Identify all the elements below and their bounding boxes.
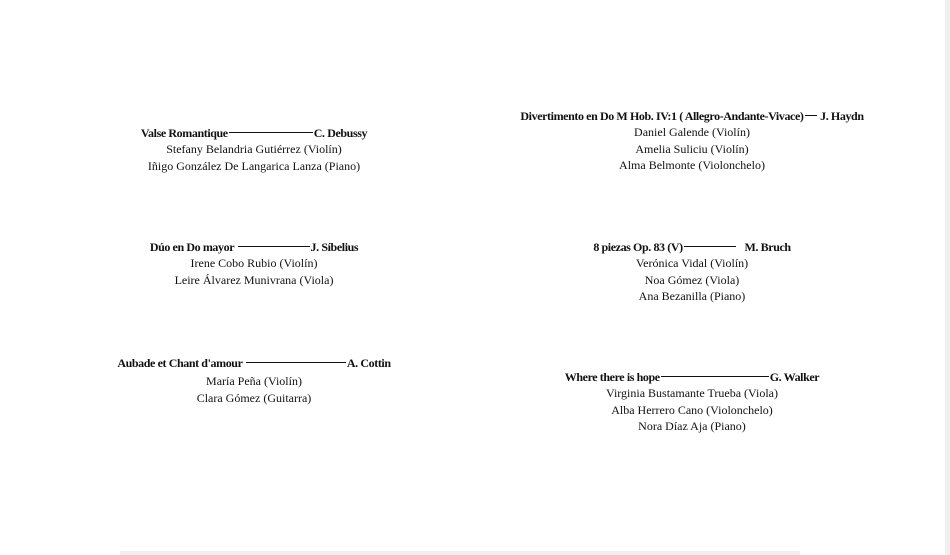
piece-title: 8 piezas Op. 83 (V) [593,240,683,254]
dash-separator [684,246,736,247]
piece-heading [34,239,474,255]
piece-title: Aubade et Chant d'amour [117,356,243,370]
performer: Verónica Vidal (Violín) [635,256,749,271]
performer: Iñigo González De Langarica Lanza (Piano) [147,158,361,173]
performer: Amelia Suliciu (Violín) [635,141,749,156]
performer: Noa Gómez (Viola) [644,272,740,287]
dash-separator [661,376,769,377]
piece-title: Divertimento en Do M Hob. IV:1 ( Allegro-Andante-Vivace) [520,109,804,123]
performer: Alma Belmonte (Violonchelo) [619,157,765,172]
composer: C. Debussy [313,126,368,140]
composer: A. Cottin [346,356,391,370]
program-item [472,369,912,434]
piece-heading [34,125,474,141]
performer: Daniel Galende (Violín) [634,125,750,140]
performer: Alba Herrero Cano (Violonchelo) [611,402,773,417]
piece-title: Dúo en Do mayor [149,240,234,254]
performer: Stefany Belandria Gutiérrez (Violín) [166,142,342,157]
dash-separator [229,132,313,133]
performer: Ana Bezanilla (Piano) [638,288,746,303]
page-edge [945,0,950,555]
program-item [34,239,474,288]
piece-heading [472,108,912,124]
dash-separator [238,246,310,247]
performer: Leire Álvarez Munivrana (Viola) [174,272,334,287]
piece-heading [472,369,912,385]
dash-separator [246,362,346,363]
piece-title: Where there is hope [564,370,660,384]
dash-separator [805,115,817,116]
program-item [472,239,912,304]
page-bottom-edge [120,551,800,555]
performer: Clara Gómez (Guitarra) [196,391,312,405]
piece-heading [34,355,474,372]
composer: G. Walker [769,370,820,384]
piece-title: Valse Romantique [140,126,228,140]
performer: Nora Díaz Aja (Piano) [638,418,746,433]
program-item [34,125,474,174]
performer: Virginia Bustamante Trueba (Viola) [606,386,778,401]
piece-heading [472,239,912,255]
program-item [472,108,912,173]
composer: J. Síbelius [310,240,359,254]
performer: María Peña (Violín) [206,374,302,388]
program-item [34,355,474,407]
performer: Irene Cobo Rubio (Violín) [190,256,318,271]
composer: J. Haydn [820,109,864,123]
composer: M. Bruch [744,240,791,254]
